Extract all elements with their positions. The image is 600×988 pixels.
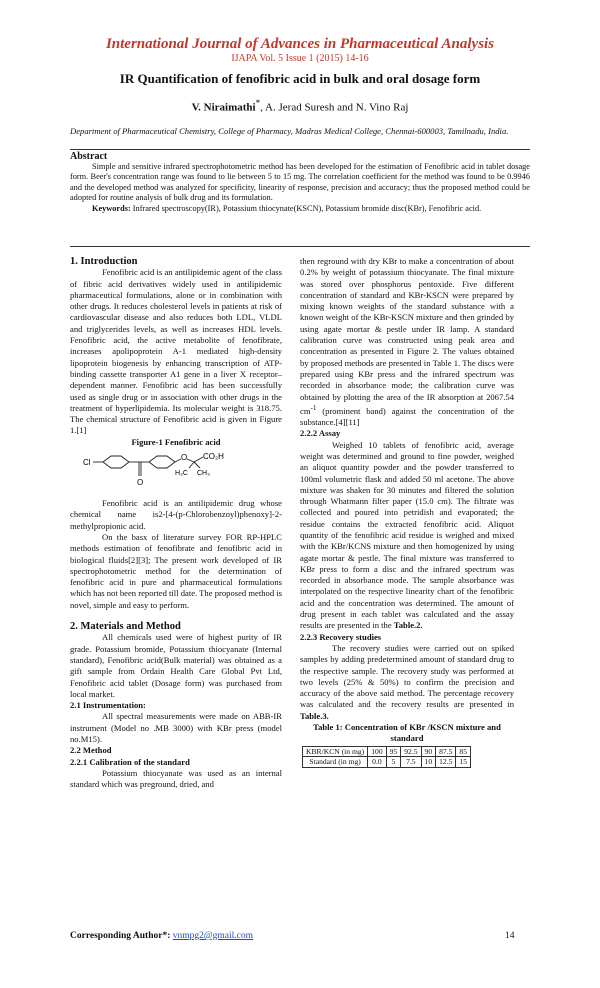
table-cell: 0.0 bbox=[368, 757, 386, 768]
label-cl: Cl bbox=[83, 458, 91, 468]
assay-paragraph bbox=[300, 440, 514, 632]
recovery-heading: 2.2.3 Recovery studies bbox=[300, 631, 382, 642]
calibration-paragraph: Potassium thiocyanate was used as an internal standard which was preground, dried, and bbox=[70, 767, 282, 790]
journal-name: International Journal of Advances in Pharmaceutical Analysis bbox=[105, 36, 495, 52]
label-ch3: CH₃ bbox=[197, 470, 210, 478]
author-mark: * bbox=[255, 98, 261, 108]
keywords-text: Infrared spectroscopy(IR), Potassium thiocynate(KSCN), Potassium bromide disc(KBr), Fenofibric acid. bbox=[130, 203, 482, 213]
intro-heading: 1. Introduction bbox=[70, 256, 138, 267]
instrumentation-heading: 2.1 Instrumentation: bbox=[70, 700, 146, 711]
materials-paragraph: All chemicals used were of highest purity of IR grade. Potassium bromide, Potassium thiocyanate (Internal standard), Fenofibric acid(Bulk material) was obtained as a gift sample from Ordain Health Care Global Pvt Ltd, Fenofibric acid tablet (Dosage form) was purchased from local market. bbox=[70, 632, 282, 699]
corresponding-label: Corresponding Author*: bbox=[70, 931, 171, 941]
assay-heading: 2.2.2 Assay bbox=[300, 428, 341, 439]
section-gap bbox=[70, 611, 282, 621]
left-column bbox=[70, 256, 282, 790]
table-cell: 15 bbox=[456, 757, 471, 768]
divider-abstract bbox=[70, 246, 530, 247]
journal-volume: IJAPA Vol. 5 Issue 1 (2015) 14-16 bbox=[231, 53, 369, 64]
right-column bbox=[300, 256, 514, 768]
table-cell: 100 bbox=[368, 746, 386, 757]
label-h3c: H₃C bbox=[175, 470, 188, 478]
method-heading: 2.2 Method bbox=[70, 745, 112, 756]
assay-text: Weighed 10 tablets of fenofibric acid, average weight was determined and ground to fine powder, weighed an aliquot quantity powder and the powder transferred to 100ml volumetric flask and added 50 ml acetone. The above mixture was shaken for 30 minutes and filtered the solution through Whatmann filter paper (15.0 cm). The filtrate was collected and poured into petridish and evaporated; the residue contains the extracted fenofibric acid. Aliquot quantity of the fenofibric acid residue is weighed and mixed with the KBr/KCNS mixture and then homogenized by using agate mortar & pestle. The final mixture was transferred to KBr press to form a disc and the infrared spectrum was recorded in absorbance mode. The sample absorbance was interpolated on the respective linearity chart of the fenofibric acid and the concentration was determined. The amount of drug present in each tablet was calculated and the assay results are presented in the bbox=[300, 439, 514, 631]
affiliation: Department of Pharmaceutical Chemistry, College of Pharmacy, Madras Medical College, Chennai-600003, Tamilnadu, India. bbox=[70, 126, 509, 136]
author-line bbox=[0, 98, 600, 114]
divider-top bbox=[70, 149, 530, 150]
abstract-text: Simple and sensitive infrared spectrophotometric method has been developed for the estimation of Fenofibric acid in tablet dosage form. Beer's concentration range was found to lie between 5 to 15 mg. The correlation coefficient for the method was found to be 0.9946 and the developed method was analyzed for specificity, linearity of response, precision and accuracy; thus the proposed method could be adopted for routine analysis of bulk drug and its formulation. bbox=[70, 162, 530, 203]
author-email-link[interactable]: vnmpg2@gmail.com bbox=[172, 931, 254, 941]
paper-title: IR Quantification of fenofibric acid in bulk and oral dosage form bbox=[119, 71, 481, 86]
table-cell: 10 bbox=[421, 757, 436, 768]
instrumentation-paragraph: All spectral measurements were made on ABB-IR instrument (Model no .MB 3000) with KBr press (model no.M15). bbox=[70, 711, 282, 744]
page-number: 14 bbox=[505, 931, 515, 941]
table-cell: 5 bbox=[386, 757, 401, 768]
keywords-label: Keywords: bbox=[92, 203, 131, 213]
table-cell: 12.5 bbox=[436, 757, 456, 768]
calibration-text-a: then reground with dry KBr to make a concentration of about 0.2% by weight of potassium thiocyanate. The final mixture was stored over phosphorus pentoxide. Five different concentration of standard and KBr-KSCN were prepared by mixing known weights of the standard substance with a known weight of the KBr-KSCN mixture and then grinded by using agate mortar & pestle under IR lamp. A standard calibration curve was constructed using peak area and concentration as presented in Figure 2. The values obtained by proposed methods are presented in Table 1. The discs were prepared using KBr press and the infrared spectrum was recorded in absorbance mode; the calibration curve was obtained by plotting the area of the IR absorption at 2067.54 cm bbox=[300, 256, 514, 416]
table-cell: 95 bbox=[386, 746, 401, 757]
table-1-title: Table 1: Concentration of KBr /KSCN mixture and standard bbox=[313, 722, 501, 744]
intro-paragraph-2: Fenofibric acid is an antilipidemic drug whose chemical name is2-[4-(p-Chlorobenzoyl)phenoxy]-2-methylpropionic acid. bbox=[70, 498, 282, 531]
calibration-continued bbox=[300, 256, 514, 428]
table-cell: 92.5 bbox=[401, 746, 421, 757]
intro-paragraph-1: Fenofibric acid is an antilipidemic agent of the class of fibric acid derivatives widely used in antilipidemic pharmaceutical formulations, alone or in combination with other drugs. It reduces cholesterol levels in patients at risk of cardiovascular disease and also reduces both LDL, VLDL and triglycerides levels, as well as increases HDL levels. Fenofibric acid, the active metabolite of fenofibrate, increases apolipoprotein A-1 mediated high-density lipoprotein biogenesis by enhancing transcription of ATP-binding cassette transporter A1 gene in a liver X receptor–dependent manner. Fenofibric acid has been successfully used as single drug or in association with other drugs in the treatment of hyperlipidemia. Its molecular weight is 318.75. The chemical structure of Fenofibric acid is given in Figure 1.[1] bbox=[70, 267, 282, 436]
corresponding-author-footer bbox=[70, 931, 253, 941]
recovery-paragraph bbox=[300, 643, 514, 722]
recovery-table-ref: Table.3. bbox=[300, 710, 329, 721]
wavenumber-unit-exponent: -1 bbox=[310, 403, 317, 412]
abstract-heading: Abstract bbox=[70, 151, 108, 162]
table-cell: 90 bbox=[421, 746, 436, 757]
table-row bbox=[303, 746, 471, 757]
figure-1-title: Figure-1 Fenofibric acid bbox=[131, 436, 221, 447]
abstract-body bbox=[70, 162, 530, 214]
table-cell: KBR/KCN (in mg) bbox=[303, 746, 368, 757]
label-keto-o: O bbox=[137, 478, 144, 488]
calibration-heading: 2.2.1 Calibration of the standard bbox=[70, 756, 190, 767]
corresponding-author: V. Niraimathi bbox=[191, 101, 256, 114]
table-cell: Standard (in mg) bbox=[303, 757, 368, 768]
table-1 bbox=[302, 746, 471, 768]
table-cell: 85 bbox=[456, 746, 471, 757]
co-authors: , A. Jerad Suresh and N. Vino Raj bbox=[260, 101, 409, 114]
materials-heading: 2. Materials and Method bbox=[70, 621, 181, 633]
table-row bbox=[303, 757, 471, 768]
keywords bbox=[70, 204, 530, 214]
label-ether-o: O bbox=[181, 453, 188, 463]
table-cell: 87.5 bbox=[436, 746, 456, 757]
intro-paragraph-3: On the basx of literature survey FOR RP-HPLC methods estimation of fenofibrate and fenofibric acid in biological fluids[2][3]; The present work developed of IR spectrophotometric method for the determination of fenofibric acid in pure and pharmaceutical formulations which has not been reported till date. The proposed method is novel, simple and easy to perform. bbox=[70, 531, 283, 610]
recovery-text: The recovery studies were carried out on spiked samples by adding predetermined amount of standard drug to the respective sample. The recovery study was performed at two levels (25% & 50%) to confirm the precision and accuracy of the above said method. The percentage recovery was calculated and the recovery results are presented in bbox=[300, 642, 514, 710]
assay-table-ref: Table.2. bbox=[393, 620, 423, 631]
calibration-text-b: (prominent band) against the concentration of the substance.[4][11] bbox=[300, 405, 514, 428]
fenofibric-acid-structure bbox=[81, 448, 271, 494]
label-co2h: CO₂H bbox=[203, 452, 224, 462]
table-cell: 7.5 bbox=[401, 757, 421, 768]
